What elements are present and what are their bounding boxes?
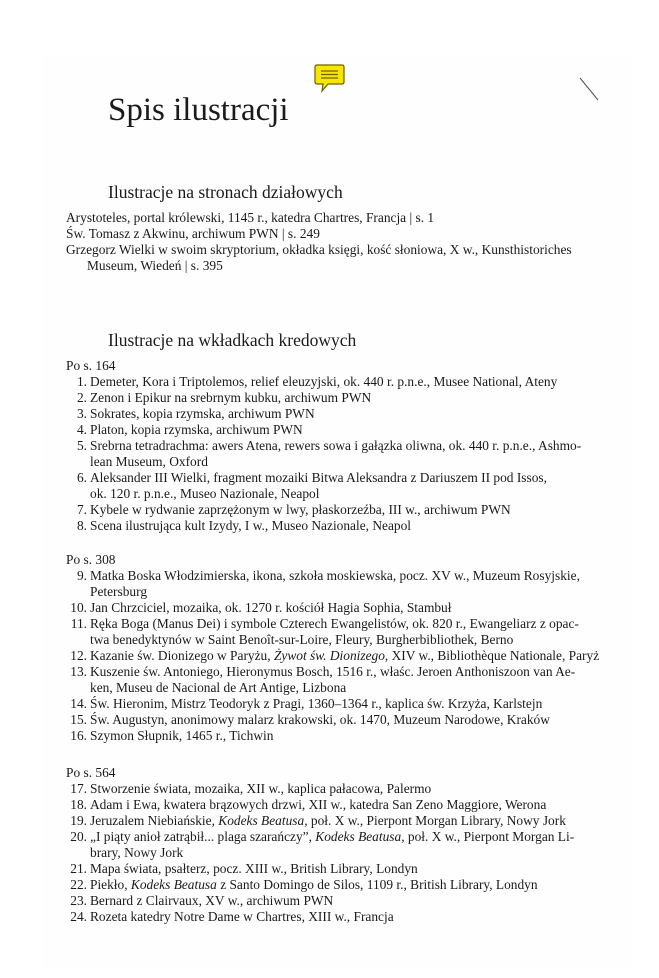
- plates-group-564: [66, 765, 616, 925]
- list-item: 19. Jeruzalem Niebiańskie, Kodeks Beatusa, poł. X w., Pierpont Morgan Library, Nowy Jork: [70, 813, 566, 828]
- list-item: 1. Demeter, Kora i Triptolemos, relief eleuzyjski, ok. 440 r. p.n.e., Musee National, Ateny: [76, 374, 558, 389]
- list-item: 20. „I piąty anioł zatrąbił... plaga szarańczy”, Kodeks Beatusa, poł. X w., Pierpont Morgan Li- brary, Nowy Jork: [70, 829, 575, 860]
- list-item: 17. Stworzenie świata, mozaika, XII w., kaplica pałacowa, Palermo: [70, 781, 432, 796]
- list-item: 15. Św. Augustyn, anonimowy malarz krakowski, ok. 1470, Muzeum Narodowe, Kraków: [70, 712, 550, 727]
- plates-group-308: [66, 552, 616, 744]
- page-corner-mark: [578, 76, 600, 102]
- list-item: 16. Szymon Słupnik, 1465 r., Tichwin: [70, 728, 274, 743]
- list-item: 21. Mapa świata, psałterz, pocz. XIII w., British Library, Londyn: [70, 861, 418, 876]
- list-item: 6. Aleksander III Wielki, fragment mozaiki Bitwa Aleksandra z Dariuszem II pod Issos, ok. 120 r. p.n.e., Museo Nazionale, Neapol: [76, 470, 547, 501]
- section-heading-divisional: Ilustracje na stronach działowych: [108, 182, 343, 202]
- group-label: Po s. 564: [66, 765, 116, 780]
- list-item: Grzegorz Wielki w swoim skryptorium, okładka księgi, kość słoniowa, X w., Kunsthistoriches: [66, 242, 572, 257]
- group-label: Po s. 308: [66, 552, 116, 567]
- divisional-illustrations-list: [66, 210, 616, 274]
- list-item-continuation: Museum, Wiedeń | s. 395: [87, 258, 223, 273]
- list-item: Św. Tomasz z Akwinu, archiwum PWN | s. 249: [66, 226, 320, 241]
- list-item: 10. Jan Chrzciciel, mozaika, ok. 1270 r. kościół Hagia Sophia, Stambuł: [70, 600, 452, 615]
- list-item: 2. Zenon i Epikur na srebrnym kubku, archiwum PWN: [76, 390, 372, 405]
- comment-icon[interactable]: [314, 63, 346, 93]
- list-item: 5. Srebrna tetradrachma: awers Atena, rewers sowa i gałązka oliwna, ok. 440 r. p.n.e., Ashmo- lean Museum, Oxford: [76, 438, 582, 469]
- list-item: 8. Scena ilustrująca kult Izydy, I w., Museo Nazionale, Neapol: [76, 518, 412, 533]
- list-item: 22. Piekło, Kodeks Beatusa z Santo Domingo de Silos, 1109 r., British Library, Londyn: [70, 877, 538, 892]
- list-item: 3. Sokrates, kopia rzymska, archiwum PWN: [76, 406, 315, 421]
- group-label: Po s. 164: [66, 358, 116, 373]
- list-item: 4. Platon, kopia rzymska, archiwum PWN: [76, 422, 303, 437]
- list-item: 12. Kazanie św. Dionizego w Paryżu, Żywot św. Dionizego, XIV w., Bibliothèque Nationale, Paryż: [70, 648, 600, 663]
- list-item: 14. Św. Hieronim, Mistrz Teodoryk z Pragi, 1360–1364 r., kaplica św. Krzyża, Karlstejn: [70, 696, 543, 711]
- plates-group-164: [66, 358, 616, 534]
- list-item: 9. Matka Boska Włodzimierska, ikona, szkoła moskiewska, pocz. XV w., Muzeum Rosyjskie, Petersburg: [76, 568, 580, 599]
- list-item: Arystoteles, portal królewski, 1145 r., katedra Chartres, Francja | s. 1: [66, 210, 435, 225]
- page-title: Spis ilustracji: [108, 92, 289, 128]
- list-item: 24. Rozeta katedry Notre Dame w Chartres, XIII w., Francja: [70, 909, 394, 924]
- list-item: 7. Kybele w rydwanie zaprzężonym w lwy, płaskorzeźba, III w., archiwum PWN: [76, 502, 511, 517]
- section-heading-plates: Ilustracje na wkładkach kredowych: [108, 330, 357, 350]
- list-item: 23. Bernard z Clairvaux, XV w., archiwum PWN: [70, 893, 334, 908]
- list-item: 11. Ręka Boga (Manus Dei) i symbole Czterech Ewangelistów, ok. 820 r., Ewangeliarz z opac- twa benedyktynów w Saint Benoît-sur-Loire, Fleury, Burgherbibliothek, Berno: [70, 616, 579, 647]
- list-item: 18. Adam i Ewa, kwatera brązowych drzwi, XII w., katedra San Zeno Maggiore, Werona: [70, 797, 547, 812]
- list-item: 13. Kuszenie św. Antoniego, Hieronymus Bosch, 1516 r., właśc. Jeroen Anthoniszoon van Ae- ken, Museu de Nacional de Art Antige, Lizbona: [70, 664, 576, 695]
